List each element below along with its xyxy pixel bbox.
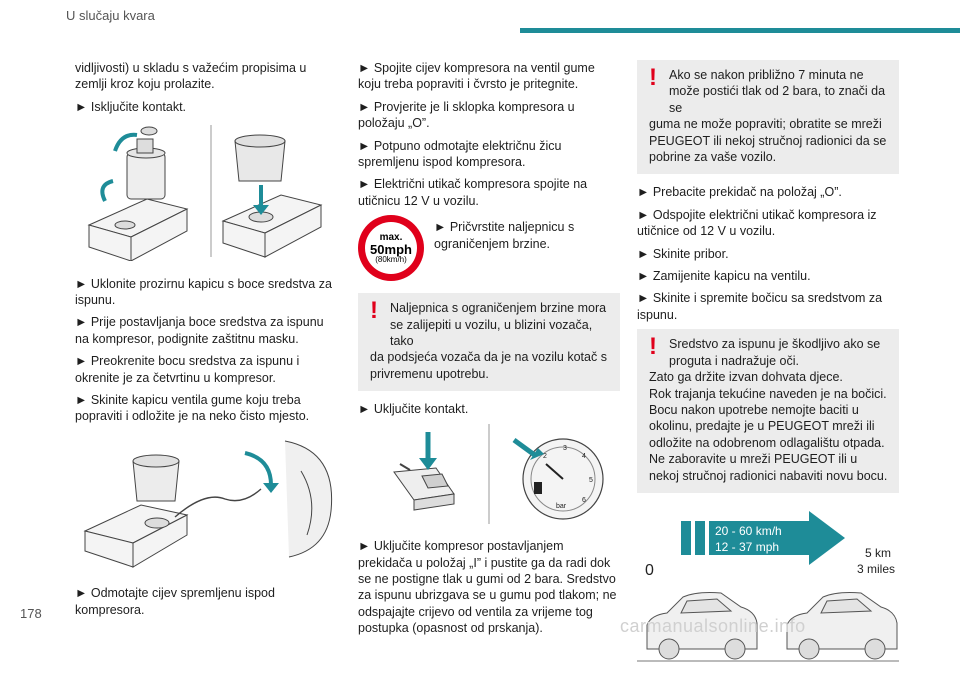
distance-km-label: 5 km (865, 545, 892, 560)
paragraph: ► Zamijenite kapicu na ventilu. (637, 269, 811, 284)
warning-icon: ! (649, 64, 657, 91)
paragraph: ► Odspojite električni utikač kompresora iz utičnice od 12 V u vozilu. (637, 207, 877, 239)
paragraph: ► Električni utikač kompresora spojite na utičnicu 12 V u vozilu. (358, 177, 588, 208)
paragraph: ► Odmotajte cijev spremljenu ispod kompresora. (75, 586, 275, 617)
illustration-switch-and-gauge (358, 424, 620, 528)
warning-box (637, 329, 899, 493)
paragraph: ► Prebacite prekidač na položaj „O”. (637, 185, 842, 200)
sticker-mph: 50mph (370, 241, 412, 257)
paragraph: ► Uključite kompresor postavljanjem prekidača u položaj „I” i pustite ga da radi dok se ne postigne tlak u gumi od 2 bara. Sredstvo za ispunu ubrizgava se u gumu pod tlakom; ne odspajajte crijevo od ventila za vrijeme tog postupka (opasnost od prskanja). (358, 539, 617, 636)
warning-text: Ako se nakon približno 7 minuta ne može postići tlak od 2 bara, to znači da se (669, 68, 886, 115)
paragraph: ► Skinite pribor. (637, 246, 729, 261)
speed-limit-sticker-block (358, 215, 620, 281)
distance-miles-label: 3 miles (857, 561, 896, 576)
sticker-kmh: (80km/h) (375, 254, 407, 264)
gauge-tick: 4 (582, 452, 586, 460)
warning-text: da podsjeća vozača da je na vozilu kotač s privremenu upotrebu. (370, 350, 607, 381)
page-header-title: U slučaju kvara (66, 8, 155, 23)
speed-limit-sticker (358, 215, 424, 281)
paragraph: ► Spojite cijev kompresora na ventil gume koju treba popraviti i čvrsto je pritegnite. (358, 61, 595, 92)
warning-icon: ! (649, 333, 657, 361)
warning-icon: ! (370, 297, 378, 325)
column-1 (75, 60, 337, 624)
column-3 (637, 60, 899, 671)
warning-box (637, 60, 899, 174)
illustration-compressor-hose (75, 431, 337, 575)
paragraph: ► Provjerite je li sklopka kompresora u položaju „O”. (358, 99, 575, 131)
column-2 (358, 60, 620, 643)
speed-distance-diagram (637, 511, 899, 671)
warning-text: Sredstvo za ispunu je škodljivo ako se proguta i nadražuje oči. (669, 337, 881, 368)
paragraph: ► Skinite i spremite bočicu sa sredstvom za ispunu. (637, 291, 883, 322)
paragraph: ► Uklonite prozirnu kapicu s boce sredstva za ispunu. (75, 276, 332, 308)
paragraph: ► Skinite kapicu ventila gume koju treba popraviti i odložite je na neko čisto mjesto. (75, 393, 310, 424)
gauge-tick: 6 (582, 496, 586, 504)
speed-mph-label: 12 - 37 mph (715, 539, 780, 554)
warning-text: Zato ga držite izvan dohvata djece. Rok trajanja tekućine naveden je na bočici. Bocu nakon upotrebe nemojte baciti u okolinu, predajte je u PEUGEOT mreži ili odložite na odobrenom odlagalištu otpada. Ne zaboravite u mreži PEUGEOT ili u nekoj stručnoj radionici nabaviti novu bocu. (649, 370, 888, 483)
warning-text: guma ne može popraviti; obratite se mreži PEUGEOT ili nekoj stručnoj radionici da se pobrine za vaše vozilo. (649, 117, 887, 165)
distance-zero-label: 0 (645, 561, 654, 579)
gauge-tick: 2 (543, 452, 547, 460)
gauge-tick: 5 (589, 476, 593, 484)
paragraph: ► Pričvrstite naljepnicu s ograničenjem brzine. (434, 220, 575, 251)
gauge-unit: bar (556, 502, 567, 510)
illustration-refill-bottle (75, 121, 337, 265)
header-accent-bar (520, 28, 960, 33)
paragraph: ► Potpuno odmotajte električnu žicu spremljenu ispod kompresora. (358, 138, 562, 170)
gauge-tick: 3 (563, 444, 567, 452)
paragraph: ► Uključite kontakt. (358, 402, 469, 417)
paragraph: ► Prije postavljanja boce sredstva za ispunu na kompresor, podignite zaštitnu masku. (75, 315, 324, 346)
watermark: carmanualsonline.info (620, 616, 806, 636)
warning-box (358, 293, 620, 391)
sticker-max: max. (379, 231, 403, 243)
paragraph: vidljivosti) u skladu s važećim propisima u zemlji kroz koju prolazite. (75, 61, 307, 92)
paragraph: ► Isključite kontakt. (75, 99, 187, 114)
warning-text: Naljepnica s ograničenjem brzine mora se zalijepiti u vozilu, u blizini vozača, tako (390, 301, 607, 349)
paragraph: ► Preokrenite bocu sredstva za ispunu i okrenite je za četvrtinu u kompresor. (75, 354, 300, 385)
page-number: 178 (20, 606, 42, 621)
speed-kmh-label: 20 - 60 km/h (715, 523, 782, 538)
